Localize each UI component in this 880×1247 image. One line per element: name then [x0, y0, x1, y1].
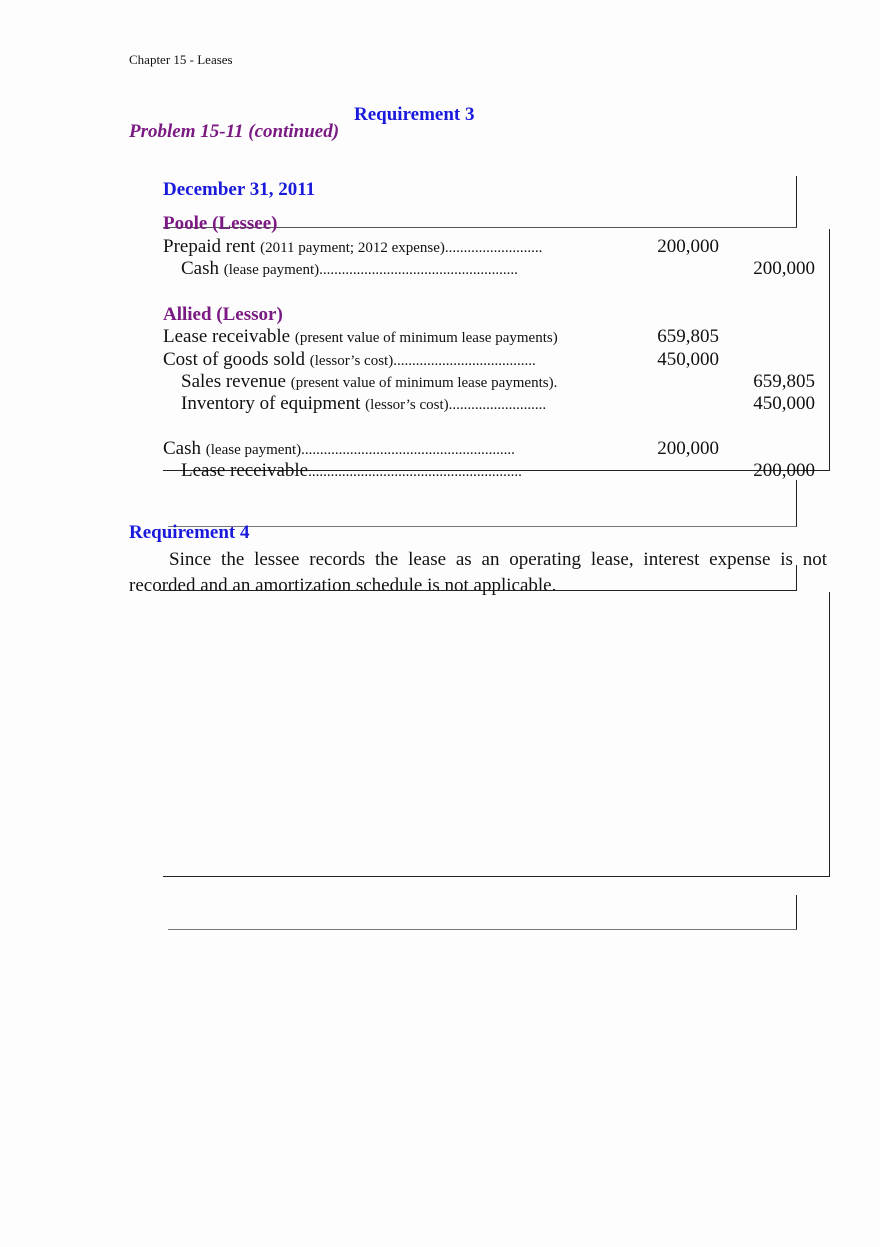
- account: Lease receivable: [181, 460, 309, 481]
- account: Prepaid rent: [163, 236, 256, 257]
- account: Inventory of equipment: [181, 393, 361, 414]
- account: Cash: [181, 258, 219, 279]
- entry-date: December 31, 2011: [163, 179, 316, 200]
- journal-line: [181, 393, 546, 415]
- note: (present value of minimum lease payments): [294, 330, 558, 346]
- note: (lessor’s cost)......................................: [309, 353, 536, 369]
- account: Sales revenue: [181, 371, 286, 392]
- account: Lease receivable: [163, 326, 291, 347]
- annotation-box: [168, 895, 797, 930]
- note: .........................................................: [308, 464, 522, 480]
- debit-amount: 450,000: [657, 349, 719, 370]
- note: (lease payment).....................................................: [223, 262, 518, 278]
- journal-line: [163, 438, 515, 460]
- annotation-box: [160, 565, 797, 591]
- problem-title: Problem 15-11 (continued): [129, 121, 340, 142]
- annotation-box: [163, 592, 830, 877]
- lessor-heading: Allied (Lessor): [163, 304, 283, 325]
- page-header: Chapter 15 - Leases: [129, 52, 233, 67]
- credit-amount: 450,000: [753, 393, 815, 414]
- journal-line: [181, 460, 522, 482]
- credit-amount: 200,000: [753, 460, 815, 481]
- lessee-heading: Poole (Lessee): [163, 213, 278, 234]
- journal-line: [163, 326, 558, 348]
- requirement-4-heading: Requirement 4: [129, 522, 250, 543]
- debit-amount: 200,000: [657, 438, 719, 459]
- note: (2011 payment; 2012 expense)..........................: [260, 240, 543, 256]
- note: (lease payment).........................................................: [205, 442, 515, 458]
- note: (lessor’s cost)..........................: [365, 397, 547, 413]
- account: Cost of goods sold: [163, 349, 305, 370]
- debit-amount: 200,000: [657, 236, 719, 257]
- note: (present value of minimum lease payments).: [290, 375, 558, 391]
- credit-amount: 200,000: [753, 258, 815, 279]
- requirement-3-heading: Requirement 3: [354, 104, 475, 125]
- journal-line: [163, 349, 536, 371]
- annotation-box: [168, 480, 797, 527]
- account: Cash: [163, 438, 201, 459]
- journal-line: [181, 371, 557, 393]
- credit-amount: 659,805: [753, 371, 815, 392]
- debit-amount: 659,805: [657, 326, 719, 347]
- requirement-4-text: Since the lessee records the lease as an operating lease, interest expense is not recorded and an amortization schedule is not applicable.: [129, 549, 827, 596]
